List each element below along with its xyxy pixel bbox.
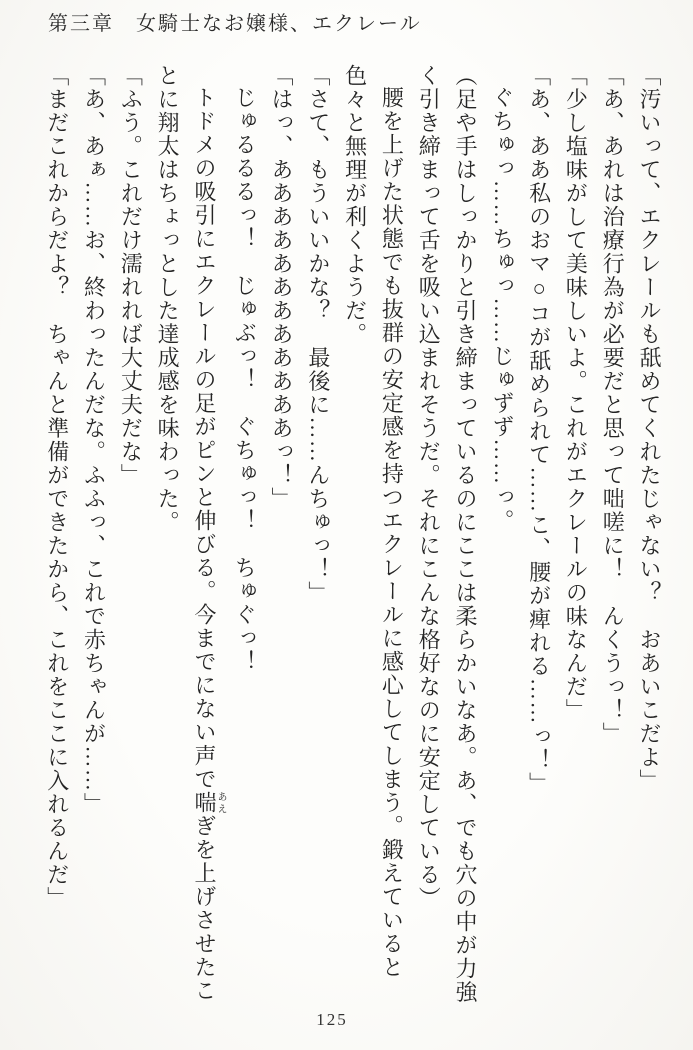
paragraph xyxy=(148,64,225,1004)
paragraph: 「ふう。これだけ濡れれば大丈夫だな」 xyxy=(118,64,144,487)
furigana-ruby xyxy=(191,791,226,815)
chapter-header: 第三章 女騎士なお嬢様、エクレール xyxy=(48,13,422,35)
paragraph: ぐちゅっ……ちゅっ……じゅずず……っ。 xyxy=(489,86,515,533)
paragraph: （足や手はしっかりと引き締まっているのにここは柔らかいなあ。あ、でも穴の中が力強く引き締まって舌を吸い込まれそうだ。それにこんな格好なのに安定している） xyxy=(416,64,479,1004)
paragraph: 「はっ、ああああああああああああっ！」 xyxy=(269,64,295,511)
paragraph: じゅるるるっ！ じゅぶっ！ ぐちゅっ！ ちゅぐっ！ xyxy=(232,86,258,674)
paragraph: 「少し塩味がして美味しいよ。これがエクレールの味なんだ」 xyxy=(563,64,589,722)
paragraph: 「汚いって、エクレールも舐めてくれたじゃない？ おあいこだよ」 xyxy=(637,64,662,793)
paragraph: 「あ、あぁ……お、終わったんだな。ふふっ、これで赤ちゃんが……」 xyxy=(81,64,107,816)
paragraph-text: ぎを上げさせたことに翔太はちょっとした達成感を味わった。 xyxy=(155,64,217,1003)
paragraph: 腰を上げた状態でも抜群の安定感を持つエクレールに感心してしまう。鍛えていると色々と無理が利くようだ。 xyxy=(342,64,405,979)
page-number: 125 xyxy=(316,1010,348,1029)
ruby-text: あえ xyxy=(214,791,226,815)
paragraph: 「あ、あれは治療行為が必要だと思って咄嗟に！ んくうっ！」 xyxy=(600,64,626,746)
paragraph: 「あ、ああ私のおマ○コが舐められて……こ、腰が痺れる……っ！」 xyxy=(526,64,552,796)
paragraph: 「さて、もういいかな？ 最後に……んちゅっ！」 xyxy=(305,64,331,605)
ruby-base: 喘 xyxy=(191,791,217,815)
body-text xyxy=(19,64,667,1004)
paragraph: 「まだこれからだよ？ ちゃんと準備ができたから、これをここに入れるんだ」 xyxy=(44,64,70,910)
paragraph-text: トドメの吸引にエクレールの足がピンと伸びる。今までにない声で xyxy=(191,86,217,791)
